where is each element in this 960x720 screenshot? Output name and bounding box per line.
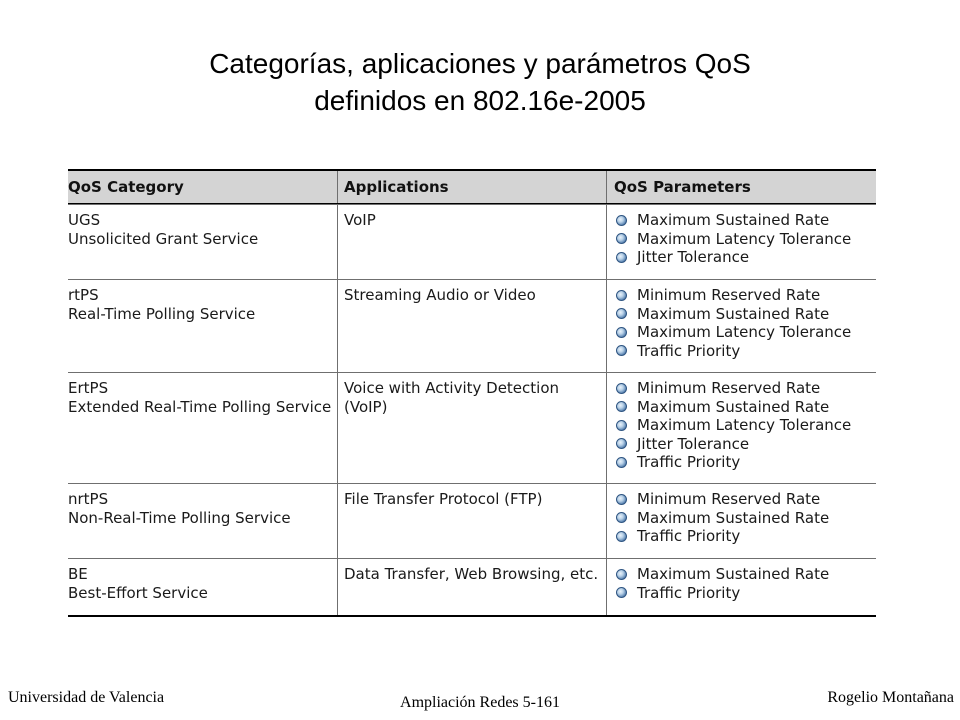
category-abbrev: ErtPS xyxy=(68,379,109,397)
parameter-item xyxy=(614,416,876,435)
category-abbrev: rtPS xyxy=(68,286,99,304)
table-row xyxy=(68,483,876,558)
header-qos-category: QoS Category xyxy=(68,178,184,196)
parameters-cell xyxy=(606,559,876,615)
footer-author: Rogelio Montañana xyxy=(827,689,954,706)
slide-title xyxy=(0,46,960,120)
table-row xyxy=(68,204,876,279)
parameter-label: Traffic Priority xyxy=(637,583,741,602)
parameter-label: Maximum Latency Tolerance xyxy=(637,323,852,341)
parameter-item xyxy=(614,584,876,603)
header-qos-parameters: QoS Parameters xyxy=(606,171,876,203)
parameter-label: Minimum Reserved Rate xyxy=(637,379,821,397)
footer-university: Universidad de Valencia xyxy=(8,689,165,706)
parameter-label: Maximum Latency Tolerance xyxy=(637,229,852,248)
parameter-item xyxy=(614,379,876,398)
bullet-icon xyxy=(616,438,627,449)
category-cell xyxy=(68,484,337,558)
parameter-label: Maximum Latency Tolerance xyxy=(637,416,852,434)
category-cell xyxy=(68,559,337,615)
bullet-icon xyxy=(616,457,627,468)
bullet-icon xyxy=(616,587,627,598)
category-cell xyxy=(68,373,337,483)
application-cell: Voice with Activity Detection (VoIP) xyxy=(337,373,606,483)
table-row xyxy=(68,279,876,372)
category-full-name: Best-Effort Service xyxy=(68,583,208,602)
footer-course-page: Ampliación Redes 5-161 xyxy=(400,694,560,711)
bullet-icon xyxy=(616,531,627,542)
parameter-label: Minimum Reserved Rate xyxy=(637,490,821,508)
parameter-item xyxy=(614,509,876,528)
table-header-row xyxy=(68,171,876,204)
parameter-item xyxy=(614,323,876,342)
parameter-label: Maximum Sustained Rate xyxy=(637,304,830,323)
parameter-item xyxy=(614,248,876,267)
application-cell: Streaming Audio or Video xyxy=(337,280,606,372)
table-row xyxy=(68,558,876,615)
bullet-icon xyxy=(616,252,627,263)
parameters-cell xyxy=(606,280,876,372)
parameter-label: Jitter Tolerance xyxy=(637,434,750,453)
parameter-item xyxy=(614,398,876,417)
bullet-icon xyxy=(616,494,627,505)
parameter-item xyxy=(614,286,876,305)
category-full-name: Real-Time Polling Service xyxy=(68,304,256,323)
table-row xyxy=(68,372,876,483)
parameter-label: Maximum Sustained Rate xyxy=(637,397,830,416)
parameter-label: Minimum Reserved Rate xyxy=(637,286,821,304)
parameters-cell xyxy=(606,205,876,279)
parameter-label: Maximum Sustained Rate xyxy=(637,565,830,583)
parameter-item xyxy=(614,453,876,472)
category-full-name: Extended Real-Time Polling Service xyxy=(68,397,332,416)
parameter-item xyxy=(614,211,876,230)
slide-title-line-2: definidos en 802.16e-2005 xyxy=(314,84,646,116)
bullet-icon xyxy=(616,569,627,580)
category-full-name: Non-Real-Time Polling Service xyxy=(68,508,291,527)
application-cell: VoIP xyxy=(337,205,606,279)
bullet-icon xyxy=(616,383,627,394)
parameter-label: Maximum Sustained Rate xyxy=(637,211,830,229)
parameters-cell xyxy=(606,373,876,483)
parameter-item xyxy=(614,230,876,249)
parameter-item xyxy=(614,342,876,361)
parameter-label: Traffic Priority xyxy=(637,453,741,471)
parameter-item xyxy=(614,565,876,584)
qos-table xyxy=(68,169,876,617)
application-cell: Data Transfer, Web Browsing, etc. xyxy=(337,559,606,615)
bullet-icon xyxy=(616,290,627,301)
category-full-name: Unsolicited Grant Service xyxy=(68,229,259,248)
category-abbrev: nrtPS xyxy=(68,490,109,508)
parameters-cell xyxy=(606,484,876,558)
bullet-icon xyxy=(616,420,627,431)
category-abbrev: UGS xyxy=(68,211,101,229)
parameter-item xyxy=(614,305,876,324)
bullet-icon xyxy=(616,401,627,412)
parameter-label: Traffic Priority xyxy=(637,341,741,360)
bullet-icon xyxy=(616,345,627,356)
header-applications: Applications xyxy=(337,171,606,203)
bullet-icon xyxy=(616,327,627,338)
parameter-item xyxy=(614,527,876,546)
bullet-icon xyxy=(616,308,627,319)
parameter-item xyxy=(614,435,876,454)
parameter-label: Traffic Priority xyxy=(637,527,741,545)
parameter-label: Jitter Tolerance xyxy=(637,248,750,266)
category-cell xyxy=(68,280,337,372)
parameter-item xyxy=(614,490,876,509)
application-cell: File Transfer Protocol (FTP) xyxy=(337,484,606,558)
category-abbrev: BE xyxy=(68,565,88,583)
category-cell xyxy=(68,205,337,279)
bullet-icon xyxy=(616,512,627,523)
parameter-label: Maximum Sustained Rate xyxy=(637,508,830,527)
slide-title-line-1: Categorías, aplicaciones y parámetros QoS xyxy=(209,48,751,79)
bullet-icon xyxy=(616,215,627,226)
bullet-icon xyxy=(616,233,627,244)
